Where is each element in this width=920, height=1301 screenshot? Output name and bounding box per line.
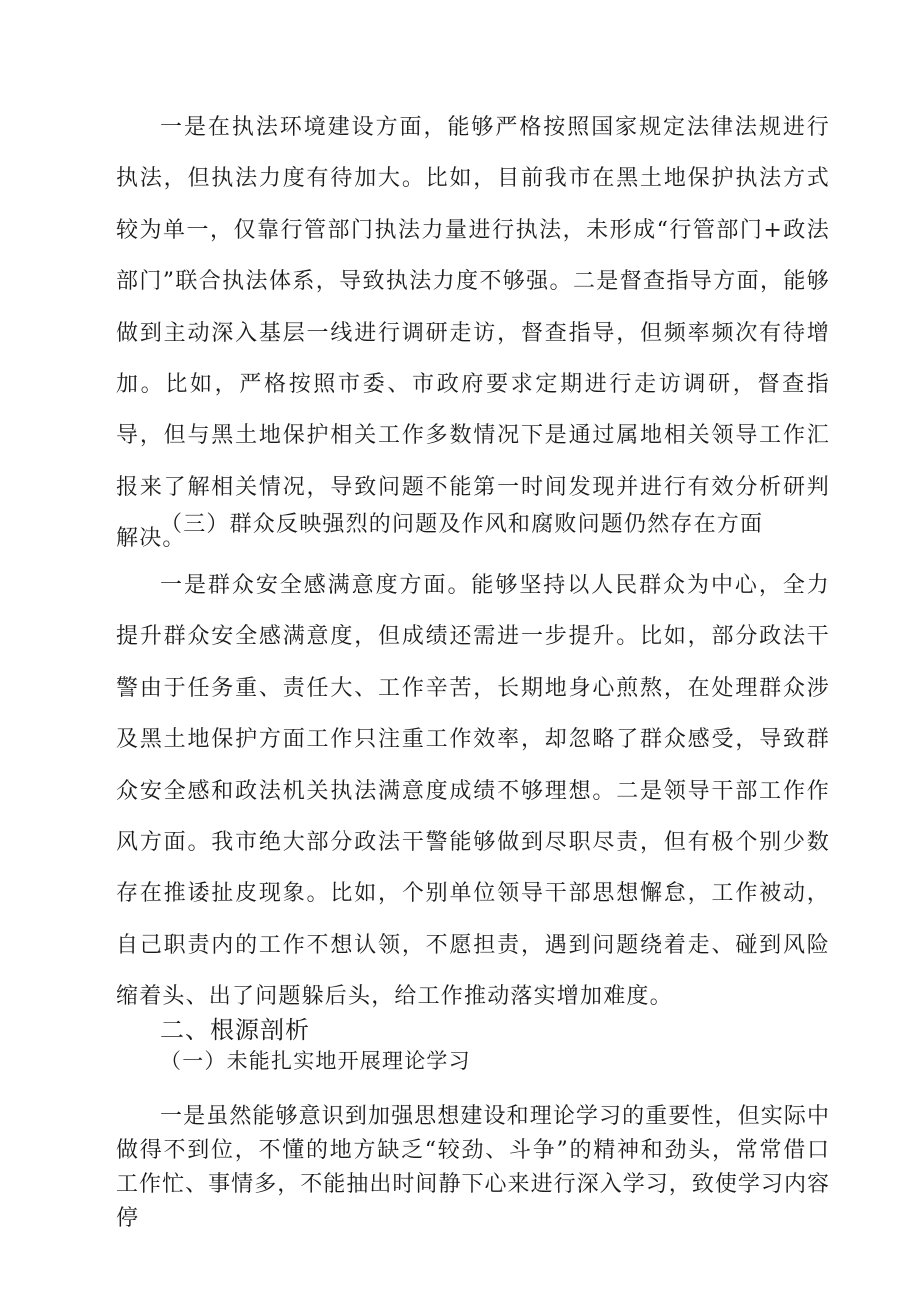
paragraph-enforcement-environment: 一是在执法环境建设方面，能够严格按照国家规定法律法规进行执法，但执法力度有待加大。比如，目前我市在黑土地保护执法方式较为单一，仅靠行管部门执法力量进行执法，未形成“行管部门+政法部门”联合执法体系，导致执法力度不够强。二是督查指导方面，能够做到主动深入基层一线进行调研走访，督查指导，但频率频次有待增加。比如，严格按照市委、市政府要求定期进行走访调研，督查指导，但与黑土地保护相关工作多数情况下是通过属地相关领导工作汇报来了解相关情况，导致问题不能第一时间发现并进行有效分析研判解决。 xyxy=(116,115,830,552)
section-heading-root-cause: 二、根源剖析 xyxy=(160,1016,310,1044)
paragraph-masses-satisfaction: 一是群众安全感满意度方面。能够坚持以人民群众为中心，全力提升群众安全感满意度，但成绩还需进一步提升。比如，部分政法干警由于任务重、责任大、工作辛苦，长期地身心煎熬，在处理群众涉及黑土地保护方面工作只注重工作效率，却忽略了群众感受，导致群众安全感和政法机关执法满意度成绩不够理想。二是领导干部工作作风方面。我市绝大部分政法干警能够做到尽职尽责，但有极个别少数存在推诿扯皮现象。比如，个别单位领导干部思想懈怠，工作被动，自己职责内的工作不想认领，不愿担责，遇到问题绕着走、碰到风险缩着头、出了问题躲后头，给工作推动落实增加难度。 xyxy=(116,573,830,1010)
paragraph-theory-study: 一是虽然能够意识到加强思想建设和理论学习的重要性，但实际中做得不到位，不懂的地方缺乏“较劲、斗争”的精神和劲头，常常借口工作忙、事情多，不能抽出时间静下心来进行深入学习，致使学习内容停 xyxy=(116,1104,830,1231)
subheading-theory-study: （一）未能扎实地开展理论学习 xyxy=(160,1049,471,1073)
subheading-masses-concerns: （三）群众反映强烈的问题及作风和腐败问题仍然存在方面 xyxy=(160,512,764,537)
